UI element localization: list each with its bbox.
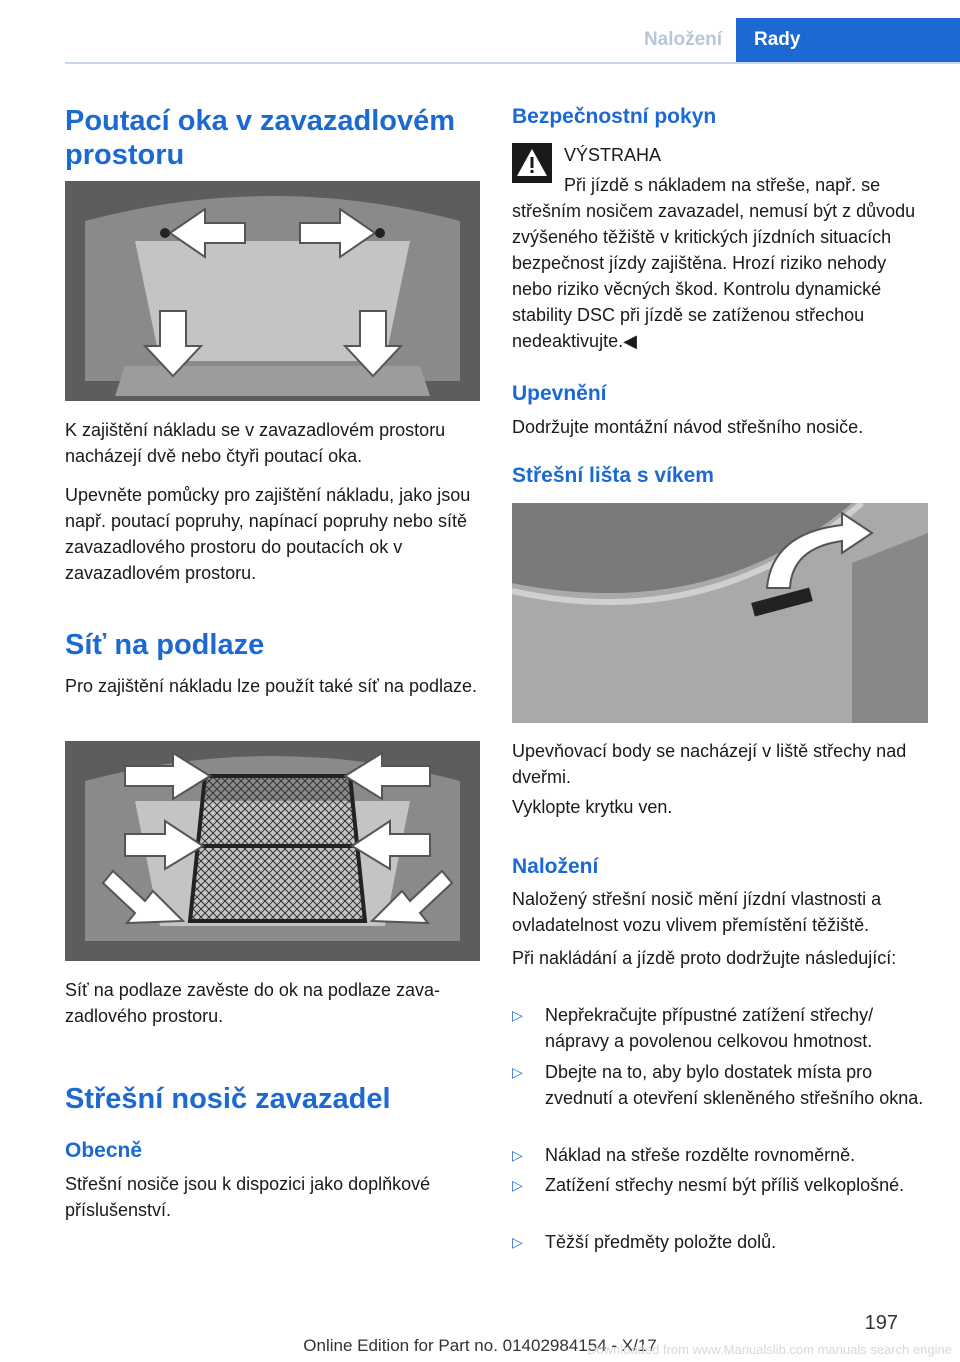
bullet-triangle-icon: ▷ [512,1234,523,1250]
header-tab-nalozeni[interactable]: Naložení [643,29,723,50]
heading-mounting: Upevnění [512,382,607,405]
bullet-triangle-icon: ▷ [512,1064,523,1080]
heading-safety-note: Bezpečnostní pokyn [512,105,717,128]
heading-roof-rail: Střešní lišta s víkem [512,464,714,487]
page-number: 197 [864,1312,898,1334]
heading-tie-down-eyes: Poutací oka v zavazadlovém prostoru [65,105,456,171]
roof-rail-illustration [512,503,928,723]
warning-text-rest: střešním nosičem zavazadel, nemusí být z důvodu zvýšeného těžiště v kritických jízdních situacích bezpečnost jízdy zajištěna. Hrozí riziko nehody nebo riziko věcných škod. Kontrolu dynamické stability DSC při jízdě se zatíženou střechou nedeaktivujte.◀ [512,201,916,351]
list-item: ▷ Náklad na střeše rozdělte rovnoměrně. [512,1142,930,1168]
paragraph-rail-2: Vyklopte krytku ven. [512,797,673,817]
bullet-triangle-icon: ▷ [512,1007,523,1023]
paragraph-net-2: Síť na podlaze zavěste do ok na podlaze zavazadlového prostoru. [65,980,440,1026]
heading-roof-rack: Střešní nosič zavazadel [65,1083,391,1115]
paragraph-general: Střešní nosiče jsou k dispozici jako doplňkové příslušenství. [65,1174,431,1220]
list-item: ▷ Zatížení střechy nesmí být příliš velkoplošné. [512,1172,930,1224]
header-tab-rady[interactable]: Rady [736,18,960,62]
footer-edition: Online Edition for Part no. 01402984154 - X/17 [303,1336,657,1355]
heading-floor-net: Síť na podlaze [65,629,265,661]
warning-triangle-icon [512,143,552,183]
footer-watermark: Downloaded from www.Manualslib.com manuals search engine [587,1342,952,1357]
bullet-triangle-icon: ▷ [512,1177,523,1193]
trunk-eyes-illustration [65,181,480,401]
paragraph-load-1: Naložený střešní nosič mění jízdní vlastnosti a ovladatelnost vozu vlivem přemístění těžiště. [512,889,882,935]
paragraph-tie-2: Upevněte pomůcky pro zajištění nákladu, jako jsou např. poutací popruhy, napínací popruhy nebo sítě zavazadlového prostoru do poutacích ok v zavazadlovém prostoru. [65,485,471,583]
paragraph-load-2: Při nakládání a jízdě proto dodržujte následující: [512,948,897,968]
header-divider [65,62,960,64]
paragraph-rail-1: Upevňovací body se nacházejí v liště střechy nad dveřmi. [512,741,907,787]
floor-net-illustration [65,741,480,961]
warning-text-line1: Při jízdě s nákladem na střeše, např. se [564,175,881,195]
list-item: ▷ Dbejte na to, aby bylo dostatek místa pro zvednutí a otevření skleněného střešního okna. [512,1059,930,1137]
list-item: ▷ Nepřekračujte přípustné zatížení střechy/ nápravy a povolenou celkovou hmotnost. [512,1002,930,1054]
bullet-triangle-icon: ▷ [512,1147,523,1163]
paragraph-mounting: Dodržujte montážní návod střešního nosiče. [512,417,864,437]
heading-loading: Naložení [512,855,599,878]
heading-general: Obecně [65,1139,143,1162]
warning-title: VÝSTRAHA [564,145,662,165]
list-item: ▷ Těžší předměty položte dolů. [512,1229,930,1255]
paragraph-net-1: Pro zajištění nákladu lze použít také síť na podlaze. [65,676,477,696]
paragraph-tie-1: K zajištění nákladu se v zavazadlovém prostoru nacházejí dvě nebo čtyři poutací oka. [65,420,446,466]
